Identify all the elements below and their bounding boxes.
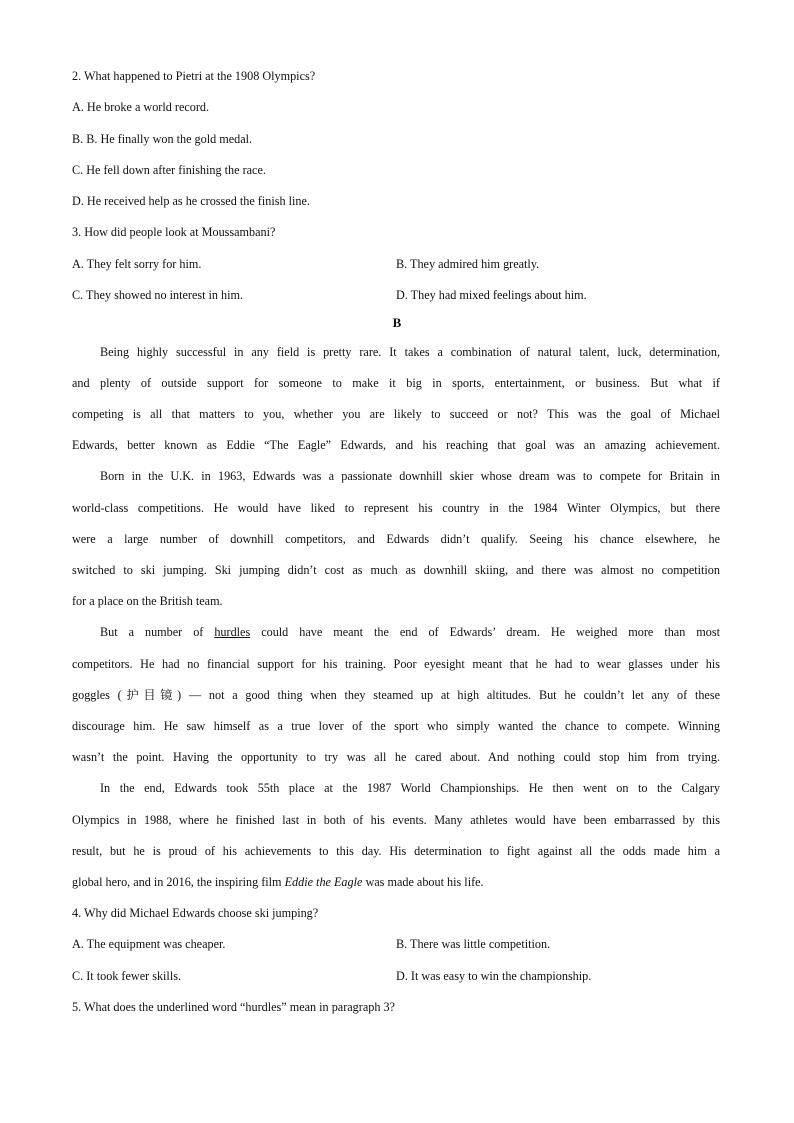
- p2-line-5: for a place on the British team.: [72, 594, 223, 608]
- p3-line-1-post: could have meant the end of Edwards’ dream. He weighed more than most: [250, 625, 720, 639]
- q2-option-d: D. He received help as he crossed the finish line.: [72, 194, 310, 208]
- p3-line-4: discourage him. He saw himself as a true lover of the sport who simply wanted the chance to compete. Winning: [72, 719, 720, 733]
- p4-line-3: result, but he is proud of his achievements to this day. His determination to fight against all the odds made him a: [72, 844, 720, 858]
- q3-option-c: C. They showed no interest in him.: [72, 288, 244, 302]
- p4-line-1: In the end, Edwards took 55th place at the 1987 World Championships. He then went on to the Calgary: [100, 781, 720, 795]
- p3-line-1: [100, 624, 720, 640]
- p2-line-4: switched to ski jumping. Ski jumping didn’t cost as much as downhill skiing, and there was almost no competition: [72, 563, 720, 577]
- p1-line-4: Edwards, better known as Eddie “The Eagle” Edwards, and his reaching that goal was an amazing achievement.: [72, 438, 720, 452]
- q4-option-a: A. The equipment was cheaper.: [72, 937, 226, 951]
- q2-option-b: B. B. He finally won the gold medal.: [72, 132, 253, 146]
- p2-line-2: world-class competitions. He would have liked to represent his country in the 1984 Winter Olympics, but there: [72, 501, 720, 515]
- p4-line-4-post: was made about his life.: [362, 875, 484, 889]
- p1-line-1: Being highly successful in any field is pretty rare. It takes a combination of natural talent, luck, determination,: [100, 345, 720, 359]
- q5-stem: 5. What does the underlined word “hurdles” mean in paragraph 3?: [72, 1000, 395, 1014]
- p4-line-2: Olympics in 1988, where he finished last in both of his events. Many athletes would have been embarrassed by this: [72, 813, 720, 827]
- q3-stem: 3. How did people look at Moussambani?: [72, 225, 276, 239]
- section-title: B: [392, 315, 402, 330]
- p3-line-3: goggles (护目镜) — not a good thing when they steamed up at high altitudes. But he couldn’t let any of these: [72, 688, 720, 702]
- p2-line-3: were a large number of downhill competitors, and Edwards didn’t qualify. Seeing his chance elsewhere, he: [72, 532, 720, 546]
- q4-option-d: D. It was easy to win the championship.: [396, 969, 592, 983]
- p1-line-2: and plenty of outside support for someone to make it big in sports, entertainment, or business. But what if: [72, 376, 720, 390]
- p2-line-1: Born in the U.K. in 1963, Edwards was a passionate downhill skier whose dream was to compete for Britain in: [100, 469, 720, 483]
- q2-option-a: A. He broke a world record.: [72, 100, 210, 114]
- underlined-word-hurdles: hurdles: [214, 625, 251, 639]
- q4-option-c: C. It took fewer skills.: [72, 969, 181, 983]
- p4-line-4: [72, 874, 484, 890]
- q2-stem: 2. What happened to Pietri at the 1908 Olympics?: [72, 69, 316, 83]
- q4-option-b: B. There was little competition.: [396, 937, 551, 951]
- p1-line-3: competing is all that matters to you, whether you are likely to succeed or not? This was the goal of Michael: [72, 407, 720, 421]
- film-title: Eddie the Eagle: [284, 875, 363, 889]
- q3-option-b: B. They admired him greatly.: [396, 257, 540, 271]
- q3-option-a: A. They felt sorry for him.: [72, 257, 202, 271]
- q4-stem: 4. Why did Michael Edwards choose ski jumping?: [72, 906, 319, 920]
- p3-line-2: competitors. He had no financial support for his training. Poor eyesight meant that he had to wear glasses under his: [72, 657, 720, 671]
- p4-line-4-pre: global hero, and in 2016, the inspiring film: [72, 875, 285, 889]
- q2-option-c: C. He fell down after finishing the race.: [72, 163, 266, 177]
- p3-line-1-pre: But a number of: [100, 625, 215, 639]
- q3-option-d: D. They had mixed feelings about him.: [396, 288, 587, 302]
- p3-line-5: wasn’t the point. Having the opportunity to try was all he cared about. And nothing could stop him from trying.: [72, 750, 720, 764]
